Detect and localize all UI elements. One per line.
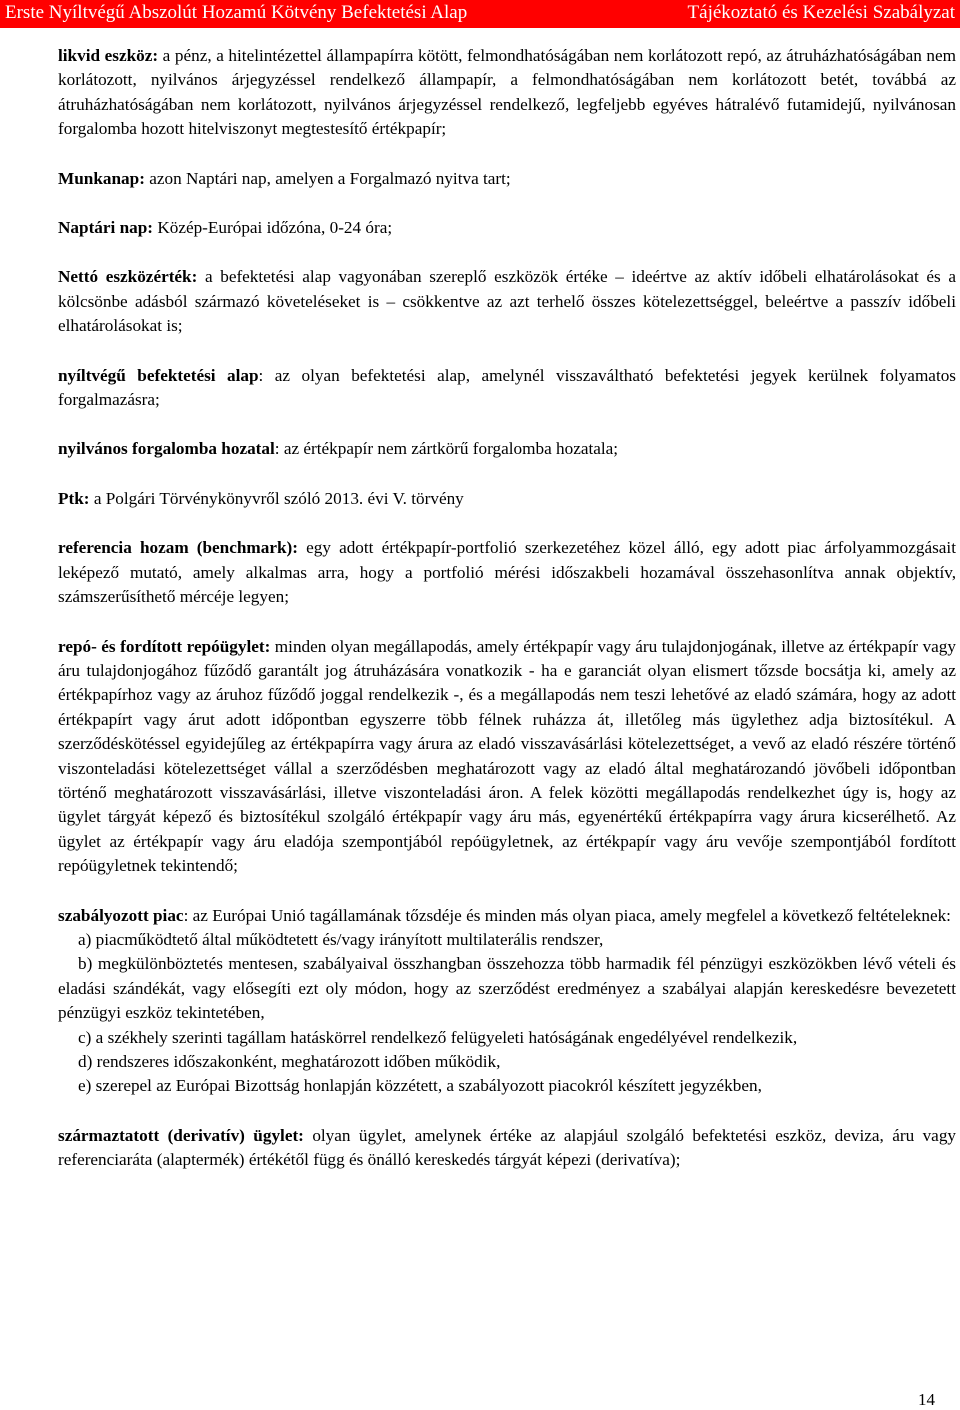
definition-text: Közép-Európai időzóna, 0-24 óra;: [153, 218, 393, 238]
definition-referencia-hozam: [58, 536, 956, 609]
definition-term: referencia hozam (benchmark):: [58, 538, 298, 558]
definition-szabalyozott-piac: [58, 904, 956, 1099]
list-item: c) a székhely szerinti tagállam hatáskörrel rendelkező felügyeleti hatóságának engedélyével rendelkezik,: [78, 1027, 798, 1047]
definition-intro: [58, 904, 956, 928]
definition-text: minden olyan megállapodás, amely értékpapír vagy áru tulajdonjogának, illetve az értékpapír vagy áru tulajdonjogához fűződő garantált jog átruházására vonatkozik - ha e garanciát olyan elismert tőzsde bocsátja ki, amely az értékpapírhoz vagy az áruhoz fűződő joggal rendelkezik -, és a megállapodás nem teszi lehetővé az eladó számára, hogy az adott értékpapírt vagy árut adott időpontban egyszerre több félnek ruházza át, illetőleg más ügylethez adja biztosítékul. A szerződéskötéssel egyidejűleg az értékpapírra vagy árura az eladó visszavásárlási kötelezettséget, a vevő az eladó részére történő viszonteladási kötelezettséget vállal a szerződésben meghatározott vagy az eladó által meghatározandó jövőbeli időpontban történő meghatározott visszavásárlási, illetve viszonteladási áron. A felek közötti megállapodás rendelkezhet úgy is, hogy az ügylet tárgyát képező és biztosítékul szolgáló értékpapír vagy áru más, egyenértékű értékpapírra vagy árura kicserélhető. Az ügylet az értékpapír vagy áru eladója szempontjából repóügyletnek, az értékpapír vagy áru vevője szempontjából fordított repóügyletnek tekintendő;: [58, 636, 956, 876]
header-doc-title: Tájékoztató és Kezelési Szabályzat: [687, 2, 955, 23]
definition-term: Nettó eszközérték:: [58, 267, 198, 287]
list-item: d) rendszeres időszakonként, meghatározott időben működik,: [78, 1052, 501, 1071]
document-body: [58, 44, 956, 1173]
definition-term: repó- és fordított repóügylet:: [58, 636, 271, 656]
definition-term: nyíltvégű befektetési alap: [58, 365, 259, 385]
definition-term: szabályozott piac: [58, 905, 184, 925]
definition-repo-ugylet: [58, 635, 956, 879]
definition-netto-eszkozertek: [58, 265, 956, 338]
page-number: 14: [918, 1390, 935, 1409]
definition-term: Ptk:: [58, 488, 90, 508]
conditions-list: [58, 928, 956, 1099]
definition-term: likvid eszköz:: [58, 46, 159, 65]
header-fund-name: Erste Nyíltvégű Abszolút Hozamú Kötvény Befektetési Alap: [5, 2, 468, 23]
definition-text: : az olyan befektetési alap, amelynél visszaváltható befektetési jegyek kerülnek folyamatos forgalmazásra;: [58, 365, 956, 410]
definition-munkanap: [58, 167, 956, 191]
definition-ptk: [58, 487, 956, 511]
definition-text: a Polgári Törvénykönyvről szóló 2013. évi V. törvény: [89, 488, 464, 508]
definition-text: olyan ügylet, amelynek értéke az alapjául szolgáló befektetési eszköz, deviza, áru vagy referenciaráta (alaptermék) értékétől függ és önálló kereskedés tárgyát képezi (derivatíva);: [58, 1125, 957, 1170]
definition-text: a pénz, a hitelintézettel állampapírra kötött, felmondhatóságában nem korlátozott repó, az átruházhatóságában nem korlátozott, nyilvános árjegyzéssel rendelkező állampapír, a felmondhatóságában nem korlátozott betét, továbbá az átruházhatóságában nem korlátozott, nyilvános árjegyzéssel rendelkező, legfeljebb egyéves hátralévő futamidejű, nyilvánosan forgalomba hozott hitelviszonyt megtestesítő értékpapír;: [58, 46, 956, 139]
list-item: b) megkülönböztetés mentesen, szabályaival összhangban összehozza több harmadik fél pénzügyi eszközökben lévő vételi és eladási szándékát, vagy elősegíti ezt oly módon, hogy az szerződést eredményez a szabályai alapján kereskedésre bevezetett pénzügyi eszköz tekintetében,: [58, 954, 956, 1023]
definition-text: a befektetési alap vagyonában szereplő eszközök értéke – ideértve az aktív időbeli elhatárolásokat és a kölcsönbe adásból származó követeléseket is – csökkentve az azt terhelő összes kötelezettséggel, beleértve a passzív időbeli elhatárolásokat is;: [58, 267, 956, 336]
document-header: [0, 0, 960, 28]
definition-term: nyilvános forgalomba hozatal: [58, 439, 275, 459]
definition-term: Munkanap:: [58, 168, 145, 188]
list-item: a) piacműködtető által működtetett és/vagy irányított multilaterális rendszer,: [78, 929, 604, 949]
definition-szarmaztatott-ugylet: [58, 1124, 956, 1173]
list-item: e) szerepel az Európai Bizottság honlapján közzétett, a szabályozott piacokról készített jegyzékben,: [78, 1076, 762, 1096]
definition-term: származtatott (derivatív) ügylet:: [58, 1125, 304, 1145]
definition-naptari-nap: [58, 216, 956, 240]
definition-likvid-eszkoz: [58, 44, 956, 142]
definition-text: : az Európai Unió tagállamának tőzsdéje és minden más olyan piaca, amely megfelel a következő feltételeknek:: [183, 905, 951, 925]
definition-text: : az értékpapír nem zártkörű forgalomba hozatala;: [274, 439, 619, 459]
definition-term: Naptári nap:: [58, 218, 154, 238]
definition-text: egy adott értékpapír-portfolió szerkezetéhez közel álló, egy adott piac árfolyammozgásait leképező mutató, amely alkalmas arra, hogy a portfolió mérési időszakbeli hozamával összehasonlítva annak objektív, számszerűsíthető mércéje legyen;: [58, 538, 956, 607]
definition-nyilvanos-forgalomba-hozatal: [58, 437, 956, 461]
definition-text: azon Naptári nap, amelyen a Forgalmazó nyitva tart;: [144, 168, 511, 188]
definition-nyiltvegu-alap: [58, 364, 956, 413]
